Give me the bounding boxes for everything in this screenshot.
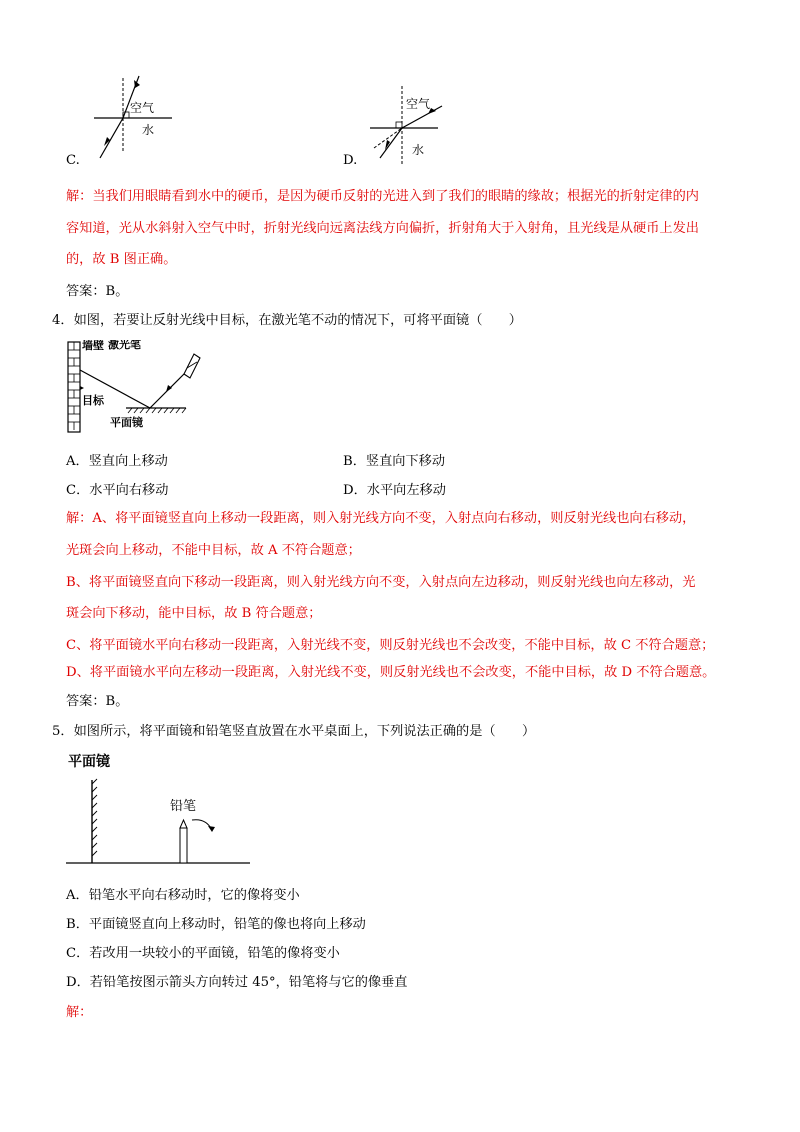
- water-label-d: 水: [412, 143, 425, 157]
- q3-answer: 答案：B。: [66, 284, 129, 299]
- q4-option-a: A．竖直向上移动: [66, 454, 168, 469]
- air-label-c: 空气: [130, 101, 155, 115]
- pencil-label: 铅笔: [170, 799, 197, 814]
- q4-question: 4．如图，若要让反射光线中目标，在激光笔不动的情况下，可将平面镜（ ）: [52, 313, 522, 328]
- q4-solution-line-4: 斑会向下移动，能中目标，故 B 符合题意；: [66, 606, 322, 621]
- mirror-label-q5: 平面镜: [68, 754, 110, 770]
- mirror-label-q4: 平面镜: [110, 416, 143, 429]
- q4-solution-line-1: 解：A、将平面镜竖直向上移动一段距离，则入射光线方向不变，入射点向右移动，则反射光线也向右移动，: [66, 511, 696, 526]
- option-c-label: C.: [66, 153, 80, 168]
- q5-solution-start: 解：: [66, 1005, 93, 1020]
- q5-option-c: C．若改用一块较小的平面镜，铅笔的像将变小: [66, 946, 340, 961]
- q4-option-c: C．水平向右移动: [66, 483, 169, 498]
- mirror-pencil-diagram: [66, 750, 256, 870]
- option-d-label: D.: [343, 153, 358, 168]
- air-label-d: 空气: [406, 97, 431, 111]
- q4-figure: [66, 340, 216, 440]
- figure-c: [64, 70, 194, 170]
- target-label: 目标: [82, 394, 104, 407]
- wall-label: 墙壁: [82, 340, 104, 352]
- q4-answer: 答案：B。: [66, 694, 129, 709]
- water-label-c: 水: [142, 123, 155, 137]
- q4-option-d: D．水平向左移动: [343, 483, 446, 498]
- q3-solution-line-3: 的，故 B 图正确。: [66, 252, 177, 267]
- refraction-diagram-c: [64, 70, 194, 170]
- q4-solution-line-5: C、将平面镜水平向右移动一段距离，入射光线不变，则反射光线也不会改变，不能中目标，故 C 不符合题意；: [66, 638, 715, 653]
- q5-option-a: A．铅笔水平向右移动时，它的像将变小: [66, 888, 300, 903]
- q4-solution-line-6: D、将平面镜水平向左移动一段距离，入射光线不变，则反射光线也不会改变，不能中目标，故 D 不符合题意。: [66, 665, 716, 680]
- q4-option-b: B．竖直向下移动: [343, 454, 446, 469]
- q5-figure: [66, 750, 256, 870]
- figure-d: [344, 78, 464, 173]
- laser-label: 激光笔: [108, 340, 141, 351]
- q5-option-b: B．平面镜竖直向上移动时，铅笔的像也将向上移动: [66, 917, 366, 932]
- q3-solution-line-1: 解：当我们用眼睛看到水中的硬币，是因为硬币反射的光进入到了我们的眼睛的缘故；根据光的折射定律的内: [66, 189, 699, 204]
- q5-question: 5．如图所示，将平面镜和铅笔竖直放置在水平桌面上，下列说法正确的是（ ）: [52, 724, 536, 739]
- q3-solution-line-2: 容知道，光从水斜射入空气中时，折射光线向远离法线方向偏折，折射角大于入射角，且光线是从硬币上发出: [66, 221, 699, 236]
- q5-option-d: D．若铅笔按图示箭头方向转过 45°，铅笔将与它的像垂直: [66, 975, 408, 990]
- q4-solution-line-3: B、将平面镜竖直向下移动一段距离，则入射光线方向不变，入射点向左边移动，则反射光线也向左移动，光: [66, 575, 696, 590]
- q4-solution-line-2: 光斑会向上移动，不能中目标，故 A 不符合题意；: [66, 543, 361, 558]
- refraction-diagram-d: [344, 78, 464, 173]
- reflection-diagram: [66, 340, 216, 440]
